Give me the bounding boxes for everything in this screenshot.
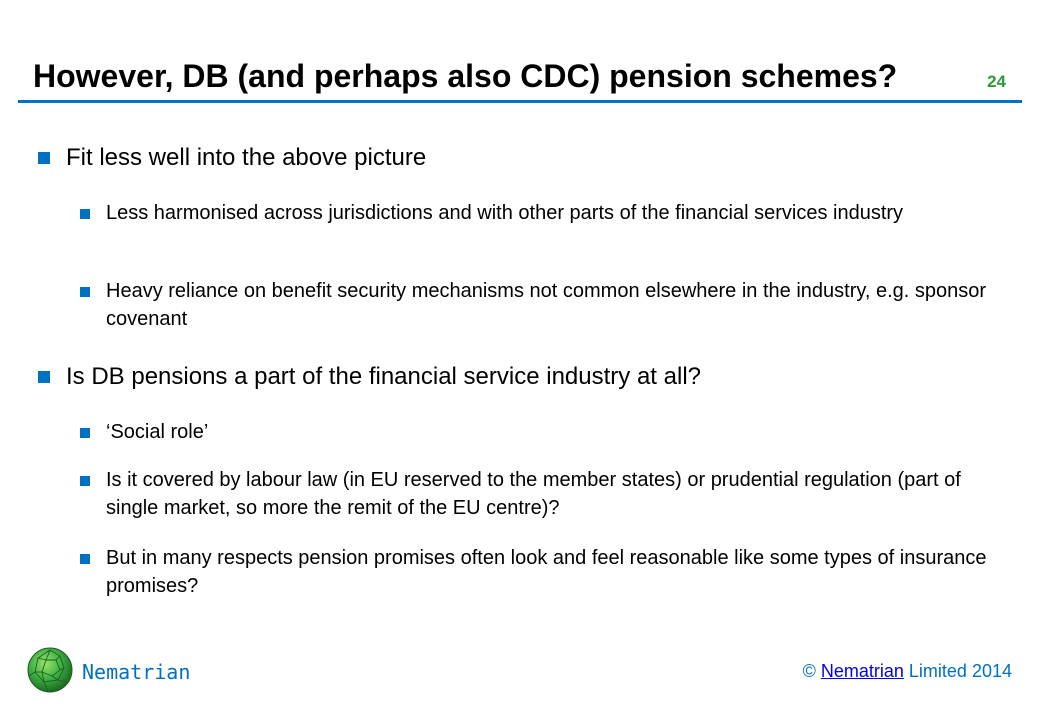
bullet-square-icon [80,476,90,486]
bullet-square-icon [80,428,90,438]
slide-title: However, DB (and perhaps also CDC) pension schemes? [33,58,898,94]
bullet-item-2-3: But in many respects pension promises often look and feel reasonable like some types of insurance promises? [106,547,987,597]
copyright-text: Limited 2014 [908,661,1012,681]
footer-brand: Nematrian [82,660,191,684]
bullet-item-2: Is DB pensions a part of the financial service industry at all? [66,363,701,390]
title-divider [18,100,1022,103]
copyright-symbol: © [802,661,816,681]
bullet-square-icon [80,209,90,219]
bullet-item-1-2: Heavy reliance on benefit security mechanisms not common elsewhere in the industry, e.g. sponsor covenant [106,280,987,330]
nematrian-link[interactable]: Nematrian [820,661,904,681]
bullet-square-icon [80,287,90,297]
bullet-square-icon [80,554,90,564]
slide-number: 24 [987,72,1006,91]
geodesic-sphere-logo-icon [26,646,74,694]
footer-copyright [803,661,1012,682]
bullet-item-1: Fit less well into the above picture [66,144,427,171]
bullet-item-2-2: Is it covered by labour law (in EU reserved to the member states) or prudential regulation (part of single market, so more the remit of the EU centre)? [106,469,961,519]
bullet-square-icon [38,152,50,164]
bullet-square-icon [38,371,50,383]
bullet-item-1-1: Less harmonised across jurisdictions and with other parts of the financial services industry [106,202,904,224]
bullet-item-2-1: ‘Social role’ [106,421,209,443]
